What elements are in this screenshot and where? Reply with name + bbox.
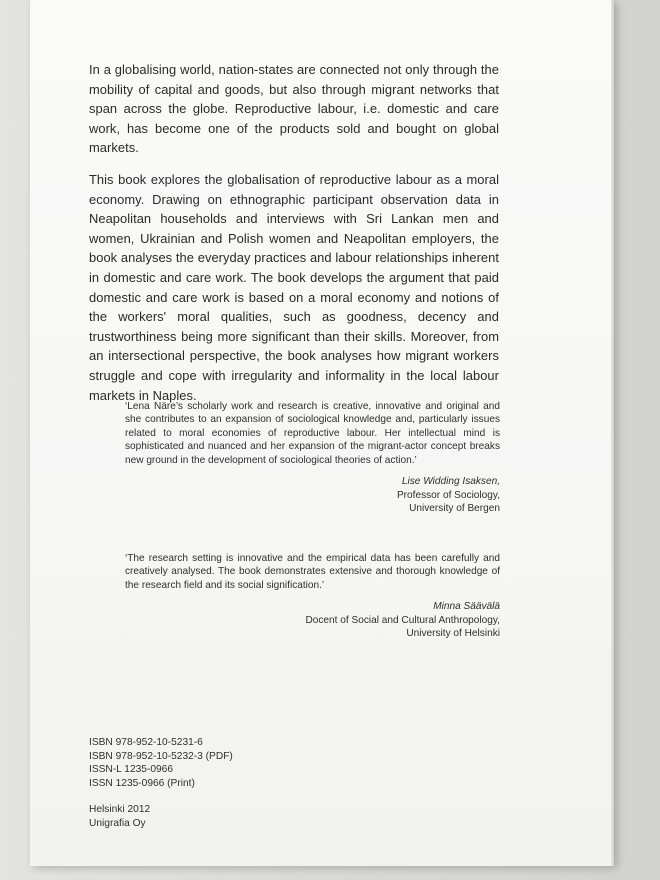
publication-info xyxy=(89,736,233,830)
endorser-name: Minna Säävälä xyxy=(433,601,500,613)
isbn-pdf: ISBN 978-952-10-5232-3 (PDF) xyxy=(89,750,233,762)
cover-edge xyxy=(611,0,614,866)
blurb-paragraph-2: This book explores the globalisation of reproductive labour as a moral economy. Drawing on ethnographic participant observation data in Neapolitan households and interviews with Sri Lankan men and women, Ukrainian and Polish women and Neapolitan employers, the book analyses the everyday practices and labour relationships inherent in domestic and care work. The book develops the argument that paid domestic and care work is based on a moral economy and notions of the workers' moral qualities, such as goodness, decency and trustworthiness being more significant than their skills. Moreover, from an intersectional perspective, the book analyses how migrant workers struggle and cope with irregularity and informality in the local labour markets in Naples. xyxy=(89,171,499,403)
endorsement-attribution xyxy=(125,475,500,516)
endorsement-1 xyxy=(125,400,500,516)
issn-print: ISSN 1235-0966 (Print) xyxy=(89,777,195,789)
isbn-print: ISBN 978-952-10-5231-6 xyxy=(89,737,203,748)
endorsement-attribution xyxy=(125,600,500,641)
endorsement-text: ‘Lena Näre’s scholarly work and research is creative, innovative and original and she contributes to an expansion of sociological knowledge and, particularly issues related to moral economies of reproductive labour. Her intellectual mind is sophisticated and nuanced and her expansion of the migrant-actor concept breaks new ground in the development of sociological theories of action.’ xyxy=(125,401,500,466)
endorsement-2 xyxy=(125,552,500,641)
imprint-place-year: Helsinki 2012 xyxy=(89,804,151,815)
endorser-role: Professor of Sociology, xyxy=(396,489,500,501)
endorser-name: Lise Widding Isaksen, xyxy=(401,476,500,488)
imprint-printer: Unigrafia Oy xyxy=(89,817,146,829)
imprint xyxy=(89,803,233,830)
endorser-role: Docent of Social and Cultural Anthropology, xyxy=(305,614,500,626)
endorsement-text: ‘The research setting is innovative and the empirical data has been carefully and creatively analysed. The book demonstrates extensive and thorough knowledge of the research field and its social signification.’ xyxy=(125,553,500,591)
blurb-paragraph-1: In a globalising world, nation-states are connected not only through the mobility of capital and goods, but also through migrant networks that span across the globe. Reproductive labour, i.e. domestic and care work, has become one of the products sold and bought on global markets. xyxy=(89,62,499,156)
blurb xyxy=(89,60,499,417)
endorser-institution: University of Helsinki xyxy=(406,628,500,640)
endorser-institution: University of Bergen xyxy=(409,503,500,515)
issn-l: ISSN-L 1235-0966 xyxy=(89,764,174,775)
